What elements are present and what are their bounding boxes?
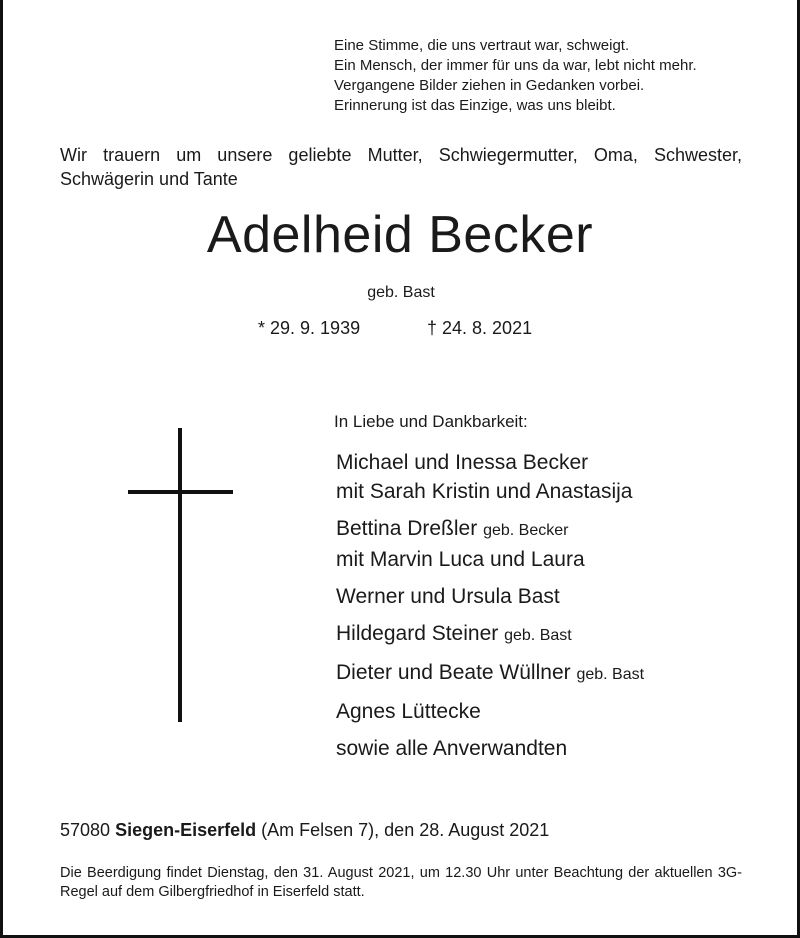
mourner-note: geb. Bast	[504, 627, 572, 644]
intro-text: Wir trauern um unsere geliebte Mutter, Schwiegermutter, Oma, Schwester, Schwägerin und Tante	[60, 145, 742, 189]
funeral-notice: Die Beerdigung findet Dienstag, den 31. August 2021, um 12.30 Uhr unter Beachtung der aktuellen 3G-Regel auf dem Gilbergfriedhof in Eiserfeld statt.	[60, 865, 742, 900]
love-line: In Liebe und Dankbarkeit:	[334, 412, 528, 431]
mourner-note: geb. Bast	[576, 666, 645, 683]
zip-code: 57080	[60, 820, 111, 840]
mourner-line: Michael und Inessa Becker	[336, 451, 589, 474]
mourner-line: mit Sarah Kristin und Anastasija	[336, 480, 633, 503]
mourner-group	[336, 658, 644, 689]
mourner-line	[336, 514, 644, 545]
mourner-note: geb. Becker	[483, 522, 569, 539]
poem-line: Vergangene Bilder ziehen in Gedanken vorbei.	[334, 77, 645, 94]
cross-icon	[178, 428, 182, 722]
mourner-line: mit Marvin Luca und Laura	[336, 548, 585, 571]
mourner-line	[336, 619, 644, 650]
mourner-line: sowie alle Anverwandten	[336, 737, 568, 760]
mourner-line: Agnes Lüttecke	[336, 700, 481, 723]
poem-line: Ein Mensch, der immer für uns da war, lebt nicht mehr.	[334, 57, 697, 74]
address-date: (Am Felsen 7), den 28. August 2021	[261, 820, 550, 840]
mourner-line: Werner und Ursula Bast	[336, 585, 560, 608]
mourner-group	[336, 697, 644, 726]
mourner-name: Hildegard Steiner	[336, 622, 499, 645]
city: Siegen-Eiserfeld	[115, 820, 257, 840]
mourner-line	[336, 658, 644, 689]
poem-line: Eine Stimme, die uns vertraut war, schweigt.	[334, 37, 630, 54]
poem-line: Erinnerung ist das Einzige, was uns bleibt.	[334, 97, 616, 114]
birth-date: * 29. 9. 1939	[258, 318, 361, 338]
mourner-group	[336, 619, 644, 650]
mourners-list	[336, 448, 644, 763]
maiden-name: geb. Bast	[367, 284, 435, 301]
mourner-group	[336, 448, 644, 506]
deceased-name: Adelheid Becker	[206, 206, 594, 264]
mourner-group	[336, 582, 644, 611]
mourner-group	[336, 734, 644, 763]
poem	[334, 36, 697, 116]
mourner-name: Dieter und Beate Wüllner	[336, 661, 571, 684]
death-date: † 24. 8. 2021	[427, 318, 533, 338]
cross-icon-bar	[128, 490, 233, 494]
mourner-group	[336, 514, 644, 574]
place-date-line	[60, 818, 549, 842]
mourner-name: Bettina Dreßler	[336, 517, 478, 540]
